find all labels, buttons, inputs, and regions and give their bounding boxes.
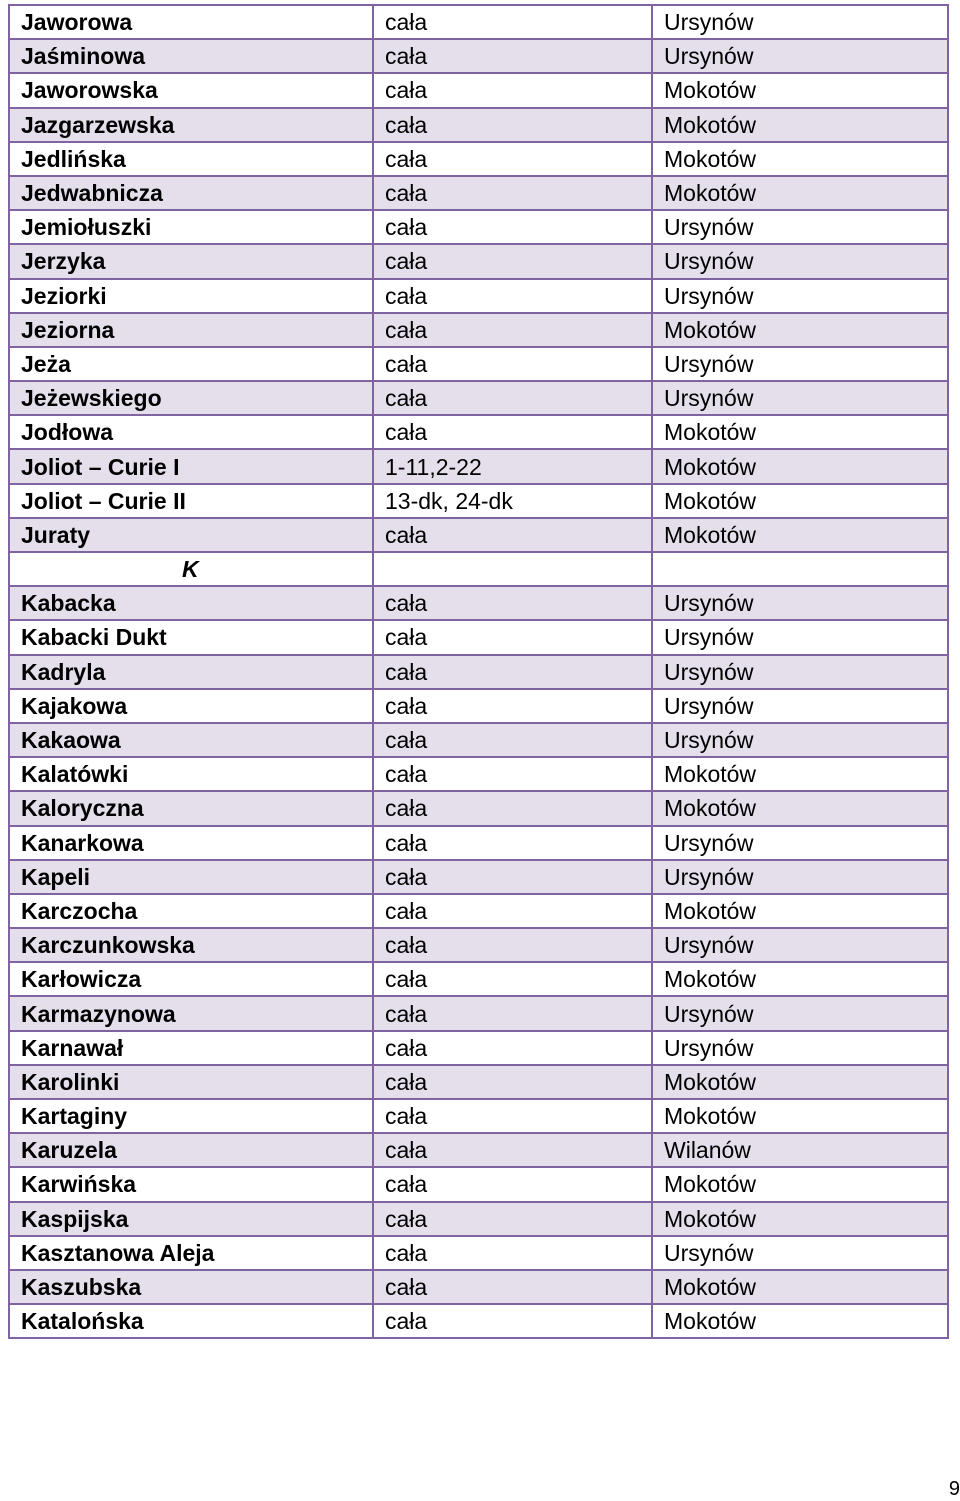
- range-cell: 13-dk, 24-dk: [373, 484, 652, 518]
- street-cell: Karczunkowska: [9, 928, 373, 962]
- district-cell: Ursynów: [652, 381, 948, 415]
- street-cell: Kabacka: [9, 586, 373, 620]
- street-cell: Jedlińska: [9, 142, 373, 176]
- table-row: [9, 484, 948, 518]
- street-cell: Karmazynowa: [9, 996, 373, 1030]
- street-cell: K: [9, 552, 373, 586]
- range-cell: cała: [373, 108, 652, 142]
- district-cell: Ursynów: [652, 279, 948, 313]
- street-cell: Karolinki: [9, 1065, 373, 1099]
- district-cell: Ursynów: [652, 39, 948, 73]
- range-cell: cała: [373, 518, 652, 552]
- range-cell: cała: [373, 791, 652, 825]
- street-cell: Karnawał: [9, 1031, 373, 1065]
- range-cell: cała: [373, 1031, 652, 1065]
- street-cell: Jodłowa: [9, 415, 373, 449]
- district-cell: Mokotów: [652, 962, 948, 996]
- district-cell: Ursynów: [652, 347, 948, 381]
- district-cell: Mokotów: [652, 1065, 948, 1099]
- district-cell: Mokotów: [652, 142, 948, 176]
- range-cell: cała: [373, 860, 652, 894]
- range-cell: cała: [373, 1270, 652, 1304]
- street-cell: Kadryla: [9, 655, 373, 689]
- table-row: [9, 73, 948, 107]
- district-cell: Ursynów: [652, 586, 948, 620]
- range-cell: cała: [373, 1167, 652, 1201]
- range-cell: cała: [373, 415, 652, 449]
- district-cell: Mokotów: [652, 108, 948, 142]
- street-cell: Kartaginy: [9, 1099, 373, 1133]
- street-cell: Jaworowa: [9, 5, 373, 39]
- table-row: [9, 244, 948, 278]
- table-row: [9, 1099, 948, 1133]
- street-cell: Kaszubska: [9, 1270, 373, 1304]
- range-cell: cała: [373, 279, 652, 313]
- district-cell: Ursynów: [652, 723, 948, 757]
- table-row: [9, 1133, 948, 1167]
- table-row: [9, 894, 948, 928]
- table-row: [9, 1065, 948, 1099]
- table-row: [9, 586, 948, 620]
- table-row: [9, 1304, 948, 1338]
- table-row: [9, 928, 948, 962]
- district-cell: Mokotów: [652, 1304, 948, 1338]
- street-cell: Kaspijska: [9, 1202, 373, 1236]
- district-cell: Mokotów: [652, 518, 948, 552]
- range-cell: [373, 552, 652, 586]
- street-cell: Kaloryczna: [9, 791, 373, 825]
- range-cell: cała: [373, 826, 652, 860]
- table-row: [9, 620, 948, 654]
- district-cell: Mokotów: [652, 415, 948, 449]
- street-cell: Katalońska: [9, 1304, 373, 1338]
- table-row: [9, 347, 948, 381]
- range-cell: cała: [373, 1304, 652, 1338]
- street-cell: Kajakowa: [9, 689, 373, 723]
- table-row: [9, 757, 948, 791]
- table-row: [9, 176, 948, 210]
- range-cell: cała: [373, 620, 652, 654]
- street-cell: Juraty: [9, 518, 373, 552]
- table-row: [9, 449, 948, 483]
- table-row: [9, 313, 948, 347]
- range-cell: cała: [373, 1133, 652, 1167]
- street-cell: Karczocha: [9, 894, 373, 928]
- table-row: [9, 142, 948, 176]
- district-cell: [652, 552, 948, 586]
- range-cell: cała: [373, 928, 652, 962]
- street-cell: Kanarkowa: [9, 826, 373, 860]
- district-cell: Mokotów: [652, 1270, 948, 1304]
- street-cell: Jazgarzewska: [9, 108, 373, 142]
- street-cell: Jeziorna: [9, 313, 373, 347]
- district-cell: Ursynów: [652, 655, 948, 689]
- range-cell: cała: [373, 757, 652, 791]
- range-cell: cała: [373, 1236, 652, 1270]
- table-row: [9, 518, 948, 552]
- street-cell: Kalatówki: [9, 757, 373, 791]
- district-cell: Ursynów: [652, 5, 948, 39]
- street-cell: Jaworowska: [9, 73, 373, 107]
- range-cell: cała: [373, 313, 652, 347]
- page-number: 9: [948, 1478, 960, 1500]
- district-cell: Ursynów: [652, 620, 948, 654]
- table-row: [9, 1167, 948, 1201]
- district-cell: Ursynów: [652, 1031, 948, 1065]
- district-cell: Ursynów: [652, 689, 948, 723]
- street-cell: Jeżewskiego: [9, 381, 373, 415]
- range-cell: cała: [373, 73, 652, 107]
- street-district-table: [8, 4, 949, 1339]
- range-cell: cała: [373, 1065, 652, 1099]
- district-cell: Ursynów: [652, 1236, 948, 1270]
- district-cell: Ursynów: [652, 996, 948, 1030]
- street-cell: Karuzela: [9, 1133, 373, 1167]
- range-cell: cała: [373, 1099, 652, 1133]
- range-cell: cała: [373, 655, 652, 689]
- table-row: [9, 279, 948, 313]
- street-cell: Kabacki Dukt: [9, 620, 373, 654]
- table-row: [9, 791, 948, 825]
- range-cell: cała: [373, 39, 652, 73]
- street-cell: Karwińska: [9, 1167, 373, 1201]
- letter-header-row: [9, 552, 948, 586]
- range-cell: cała: [373, 1202, 652, 1236]
- table-row: [9, 5, 948, 39]
- district-cell: Ursynów: [652, 210, 948, 244]
- table-row: [9, 996, 948, 1030]
- street-cell: Joliot – Curie I: [9, 449, 373, 483]
- table-row: [9, 1236, 948, 1270]
- table-row: [9, 860, 948, 894]
- district-cell: Mokotów: [652, 313, 948, 347]
- range-cell: cała: [373, 142, 652, 176]
- table-row: [9, 108, 948, 142]
- table-row: [9, 1031, 948, 1065]
- street-cell: Jeziorki: [9, 279, 373, 313]
- table-row: [9, 1270, 948, 1304]
- range-cell: cała: [373, 894, 652, 928]
- range-cell: cała: [373, 586, 652, 620]
- table-row: [9, 826, 948, 860]
- district-cell: Ursynów: [652, 860, 948, 894]
- district-cell: Ursynów: [652, 244, 948, 278]
- street-cell: Jedwabnicza: [9, 176, 373, 210]
- district-cell: Mokotów: [652, 894, 948, 928]
- street-cell: Joliot – Curie II: [9, 484, 373, 518]
- table-row: [9, 1202, 948, 1236]
- street-cell: Jerzyka: [9, 244, 373, 278]
- street-cell: Kasztanowa Aleja: [9, 1236, 373, 1270]
- table-row: [9, 723, 948, 757]
- district-cell: Mokotów: [652, 176, 948, 210]
- range-cell: cała: [373, 962, 652, 996]
- district-cell: Mokotów: [652, 449, 948, 483]
- table-row: [9, 415, 948, 449]
- district-cell: Mokotów: [652, 1167, 948, 1201]
- range-cell: cała: [373, 5, 652, 39]
- district-cell: Mokotów: [652, 1202, 948, 1236]
- table-row: [9, 655, 948, 689]
- district-cell: Mokotów: [652, 757, 948, 791]
- district-cell: Wilanów: [652, 1133, 948, 1167]
- district-cell: Mokotów: [652, 484, 948, 518]
- range-cell: cała: [373, 210, 652, 244]
- range-cell: cała: [373, 723, 652, 757]
- table-row: [9, 210, 948, 244]
- range-cell: cała: [373, 381, 652, 415]
- district-cell: Ursynów: [652, 826, 948, 860]
- district-cell: Ursynów: [652, 928, 948, 962]
- range-cell: 1-11,2-22: [373, 449, 652, 483]
- table-body: [9, 5, 948, 1338]
- table-row: [9, 962, 948, 996]
- street-cell: Jaśminowa: [9, 39, 373, 73]
- district-cell: Mokotów: [652, 73, 948, 107]
- district-cell: Mokotów: [652, 791, 948, 825]
- range-cell: cała: [373, 244, 652, 278]
- table-row: [9, 689, 948, 723]
- street-cell: Jeża: [9, 347, 373, 381]
- district-cell: Mokotów: [652, 1099, 948, 1133]
- range-cell: cała: [373, 176, 652, 210]
- table-row: [9, 381, 948, 415]
- range-cell: cała: [373, 996, 652, 1030]
- table-row: [9, 39, 948, 73]
- street-cell: Jemiołuszki: [9, 210, 373, 244]
- range-cell: cała: [373, 689, 652, 723]
- street-cell: Kakaowa: [9, 723, 373, 757]
- street-cell: Karłowicza: [9, 962, 373, 996]
- range-cell: cała: [373, 347, 652, 381]
- street-cell: Kapeli: [9, 860, 373, 894]
